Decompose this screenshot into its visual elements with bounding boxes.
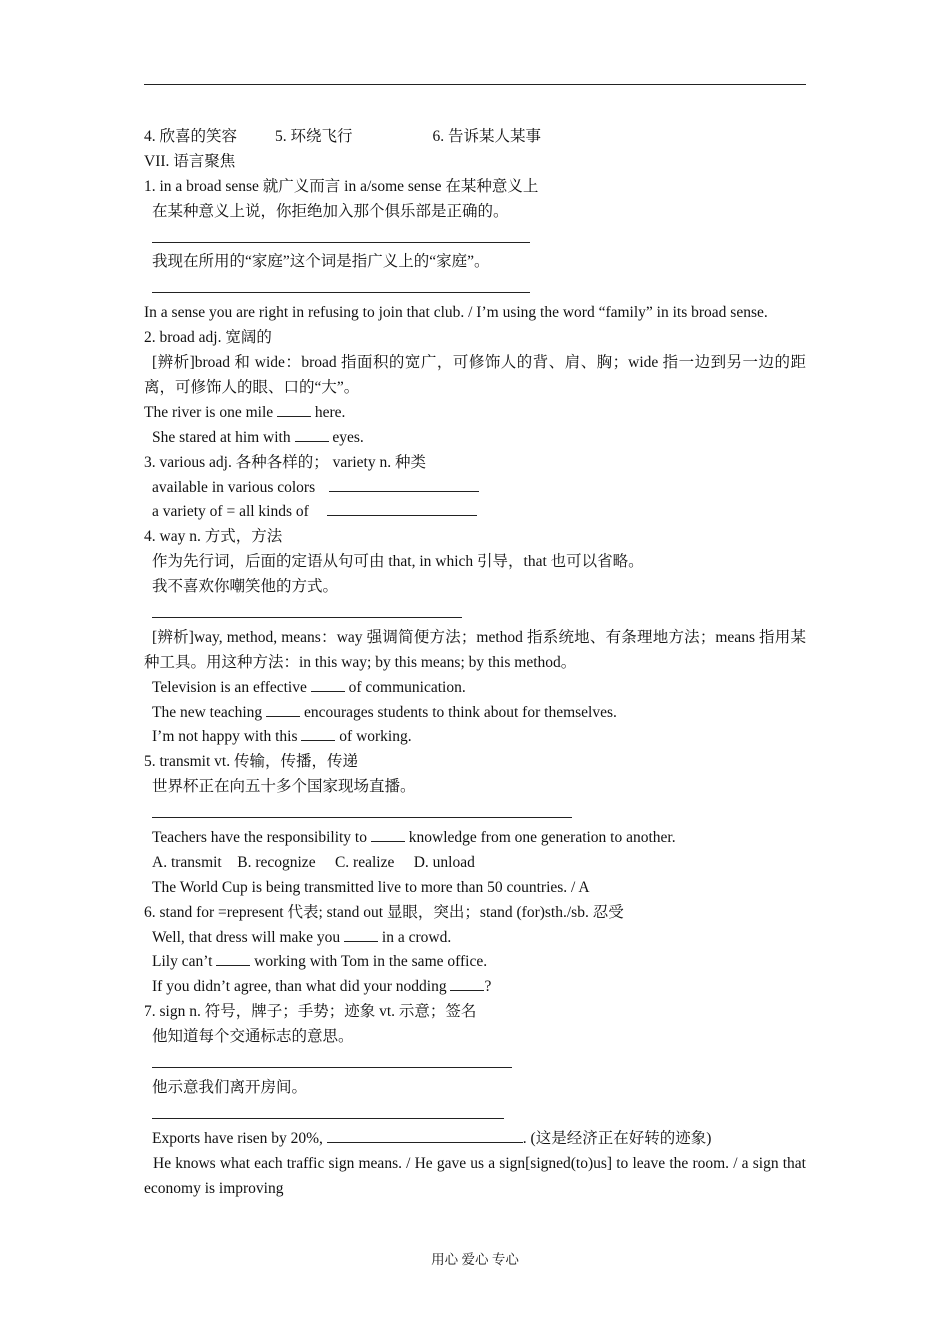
fill-blank[interactable] xyxy=(216,950,250,966)
fill-blank[interactable] xyxy=(311,676,345,692)
answer-blank[interactable] xyxy=(152,804,572,818)
item-7-sentence: Exports have risen by 20%, . (这是经济正在好转的迹象) xyxy=(144,1127,806,1152)
item-4-sentence-a: Television is an effective of communication. xyxy=(144,676,806,701)
item-1-prompt-a: 在某种意义上说，你拒绝加入那个俱乐部是正确的。 xyxy=(152,202,509,220)
item-2-note: [辨析]broad 和 wide：broad 指面积的宽广，可修饰人的背、肩、胸；wide 指一边到另一边的距离，可修饰人的眼、口的“大”。 xyxy=(144,354,806,396)
item-6-sentence-b: Lily can’t working with Tom in the same office. xyxy=(144,950,806,975)
fill-blank[interactable] xyxy=(450,975,484,991)
header-rule xyxy=(144,84,806,85)
item-7-answer: He knows what each traffic sign means. / He gave us a sign[signed(to)us] to leave the room. / a sign that economy is improving xyxy=(144,1154,806,1197)
page-footer: 用心 爱心 专心 xyxy=(431,1252,519,1267)
answer-blank[interactable] xyxy=(152,229,530,243)
document-body xyxy=(144,125,806,1201)
item-2-sentence-b: She stared at him with eyes. xyxy=(144,426,806,451)
phrase-4: 4. 欣喜的笑容 xyxy=(144,128,238,145)
answer-blank[interactable] xyxy=(152,1105,504,1119)
item-3-phrase-b: a variety of = all kinds of xyxy=(144,500,806,525)
item-4-sentence-c: I’m not happy with this of working. xyxy=(144,725,806,750)
item-6-sentence-a: Well, that dress will make you in a crowd. xyxy=(144,926,806,951)
item-4-sentence-b: The new teaching encourages students to think about for themselves. xyxy=(144,701,806,726)
answer-blank[interactable] xyxy=(152,604,462,618)
item-1-prompt-b: 我现在所用的“家庭”这个词是指广义上的“家庭”。 xyxy=(152,253,490,271)
item-3-phrase-a: available in various colors xyxy=(144,476,806,501)
phrase-row-4-6 xyxy=(144,125,806,150)
item-1-answer: In a sense you are right in refusing to join that club. / I’m using the word “family” in its broad sense. xyxy=(144,304,768,322)
answer-blank[interactable] xyxy=(152,279,530,293)
item-4-prompt: 我不喜欢你嘲笑他的方式。 xyxy=(152,578,339,596)
item-5-answer: The World Cup is being transmitted live to more than 50 countries. / A xyxy=(152,878,590,896)
item-4-heading: 4. way n. 方式，方法 xyxy=(144,528,283,546)
item-7-prompt-a: 他知道每个交通标志的意思。 xyxy=(152,1028,354,1046)
answer-blank[interactable] xyxy=(152,1054,512,1068)
item-5-heading: 5. transmit vt. 传输，传播，传递 xyxy=(144,753,358,771)
item-6-sentence-c: If you didn’t agree, than what did your nodding ? xyxy=(144,975,806,1000)
item-5-prompt: 世界杯正在向五十多个国家现场直播。 xyxy=(152,778,416,796)
fill-blank[interactable] xyxy=(327,1127,523,1143)
fill-blank[interactable] xyxy=(329,476,479,492)
fill-blank[interactable] xyxy=(295,426,329,442)
item-6-heading: 6. stand for =represent 代表; stand out 显眼，突出；stand (for)sth./sb. 忍受 xyxy=(144,903,624,921)
fill-blank[interactable] xyxy=(371,826,405,842)
item-2-sentence-a: The river is one mile here. xyxy=(144,401,806,426)
item-4-note: 作为先行词，后面的定语从句可由 that, in which 引导，that 也可以省略。 xyxy=(152,553,644,571)
phrase-5: 5. 环绕飞行 xyxy=(275,128,353,145)
item-7-heading: 7. sign n. 符号，牌子；手势；迹象 vt. 示意；签名 xyxy=(144,1003,477,1021)
item-1-heading: 1. in a broad sense 就广义而言 in a/some sense 在某种意义上 xyxy=(144,177,539,195)
item-2-heading: 2. broad adj. 宽阔的 xyxy=(144,329,272,347)
item-5-options: A. transmit B. recognize C. realize D. unload xyxy=(152,853,475,871)
fill-blank[interactable] xyxy=(277,401,311,417)
item-3-heading: 3. various adj. 各种各样的； variety n. 种类 xyxy=(144,453,426,471)
fill-blank[interactable] xyxy=(301,725,335,741)
phrase-6: 6. 告诉某人某事 xyxy=(432,128,542,145)
item-5-question: Teachers have the responsibility to knowledge from one generation to another. xyxy=(144,826,806,851)
fill-blank[interactable] xyxy=(327,500,477,516)
fill-blank[interactable] xyxy=(344,926,378,942)
section-title: VII. 语言聚焦 xyxy=(144,152,236,170)
item-7-prompt-b: 他示意我们离开房间。 xyxy=(152,1078,308,1096)
fill-blank[interactable] xyxy=(266,701,300,717)
item-4-analysis: [辨析]way, method, means：way 强调简便方法；method 指系统地、有条理地方法；means 指用某种工具。用这种方法：in this way; by this means; by this method。 xyxy=(144,628,806,671)
